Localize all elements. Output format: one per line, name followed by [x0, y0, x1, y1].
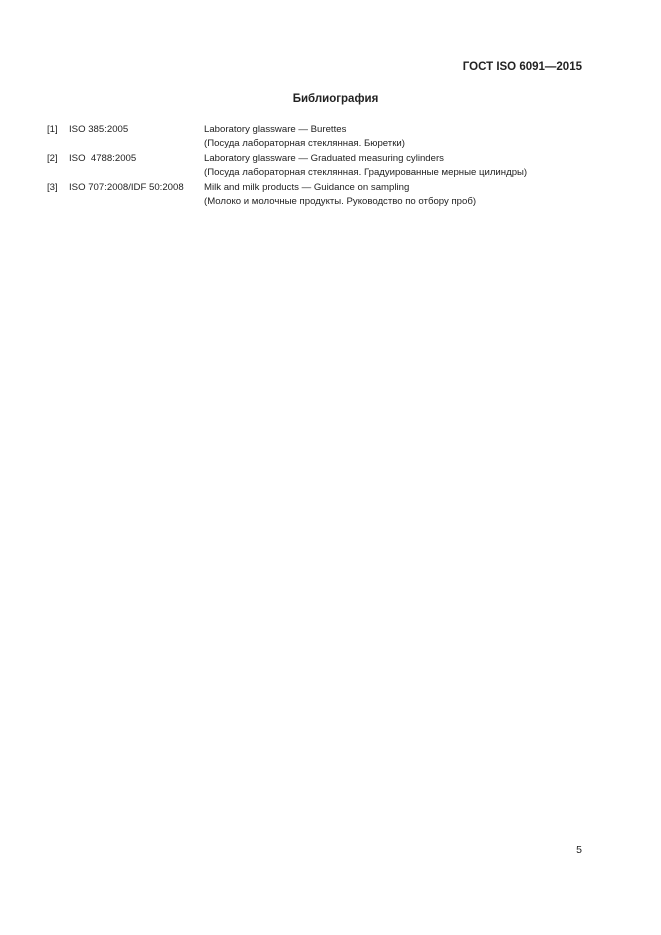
entry-title-en: Laboratory glassware — Graduated measuring cylinders — [204, 153, 444, 164]
entry-title-en: Milk and milk products — Guidance on sampling — [204, 182, 410, 193]
bibliography-entry — [47, 152, 607, 179]
bibliography-entry — [47, 181, 607, 208]
entry-title-ru: (Молоко и молочные продукты. Руководство по отбору проб) — [204, 195, 477, 207]
entry-number: [2] — [47, 153, 58, 164]
entry-number: [1] — [47, 124, 58, 135]
entry-title-ru: (Посуда лабораторная стеклянная. Бюретки) — [204, 137, 405, 149]
entry-standard-code: ISO 707:2008/IDF 50:2008 — [69, 182, 184, 193]
entry-title-en: Laboratory glassware — Burettes — [204, 124, 347, 135]
page-number: 5 — [576, 844, 582, 856]
entry-number: [3] — [47, 182, 58, 193]
entry-standard-code: ISO 4788:2005 — [69, 153, 137, 164]
bibliography-title: Библиография — [292, 93, 379, 105]
bibliography-list — [47, 123, 607, 210]
entry-standard-code: ISO 385:2005 — [69, 124, 129, 135]
standard-code: ГОСТ ISO 6091—2015 — [462, 61, 582, 73]
bibliography-entry — [47, 123, 607, 150]
entry-title-ru: (Посуда лабораторная стеклянная. Градуированные мерные цилиндры) — [204, 166, 528, 178]
